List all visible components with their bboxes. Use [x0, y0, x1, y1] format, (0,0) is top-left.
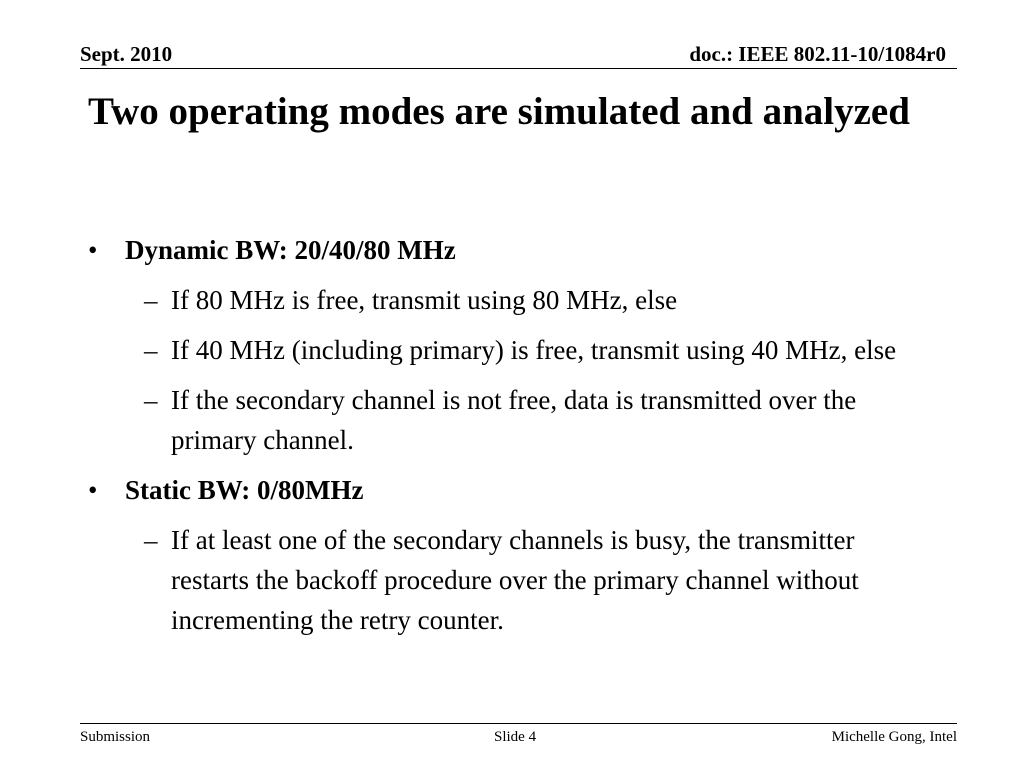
sub-bullet-text: If 40 MHz (including primary) is free, transmit using 40 MHz, else [171, 335, 897, 365]
footer-divider [80, 723, 957, 724]
sub-bullet-text: If 80 MHz is free, transmit using 80 MHz, else [171, 285, 678, 315]
bullet-mark: • [88, 235, 98, 265]
sub-bullet [88, 520, 938, 640]
sub-bullet [88, 380, 938, 460]
bullet-mark: • [88, 475, 98, 505]
footer-submission: Submission [80, 729, 151, 745]
dash-mark: – [144, 335, 158, 365]
sub-bullet-text: If at least one of the secondary channels is busy, the transmitter restarts the backoff procedure over the primary channel without incrementing the retry counter. [171, 525, 859, 635]
bullet-static-bw [88, 470, 938, 510]
header-date: Sept. 2010 [80, 42, 173, 66]
header-doc-id: doc.: IEEE 802.11-10/1084r0 [689, 42, 946, 66]
header-divider [80, 68, 957, 69]
sub-bullet [88, 280, 938, 320]
footer-author: Michelle Gong, Intel [831, 729, 957, 745]
bullet-dynamic-bw [88, 230, 938, 270]
slide-body [88, 230, 938, 650]
dash-mark: – [144, 285, 158, 315]
bullet-text: Static BW: 0/80MHz [125, 475, 364, 505]
sub-bullet-text: If the secondary channel is not free, data is transmitted over the primary channel. [171, 385, 857, 455]
sub-bullet [88, 330, 938, 370]
bullet-text: Dynamic BW: 20/40/80 MHz [125, 235, 456, 265]
slide-title: Two operating modes are simulated and analyzed [88, 90, 910, 133]
footer-slide-number: Slide 4 [494, 729, 537, 745]
dash-mark: – [144, 385, 158, 415]
dash-mark: – [144, 525, 158, 555]
